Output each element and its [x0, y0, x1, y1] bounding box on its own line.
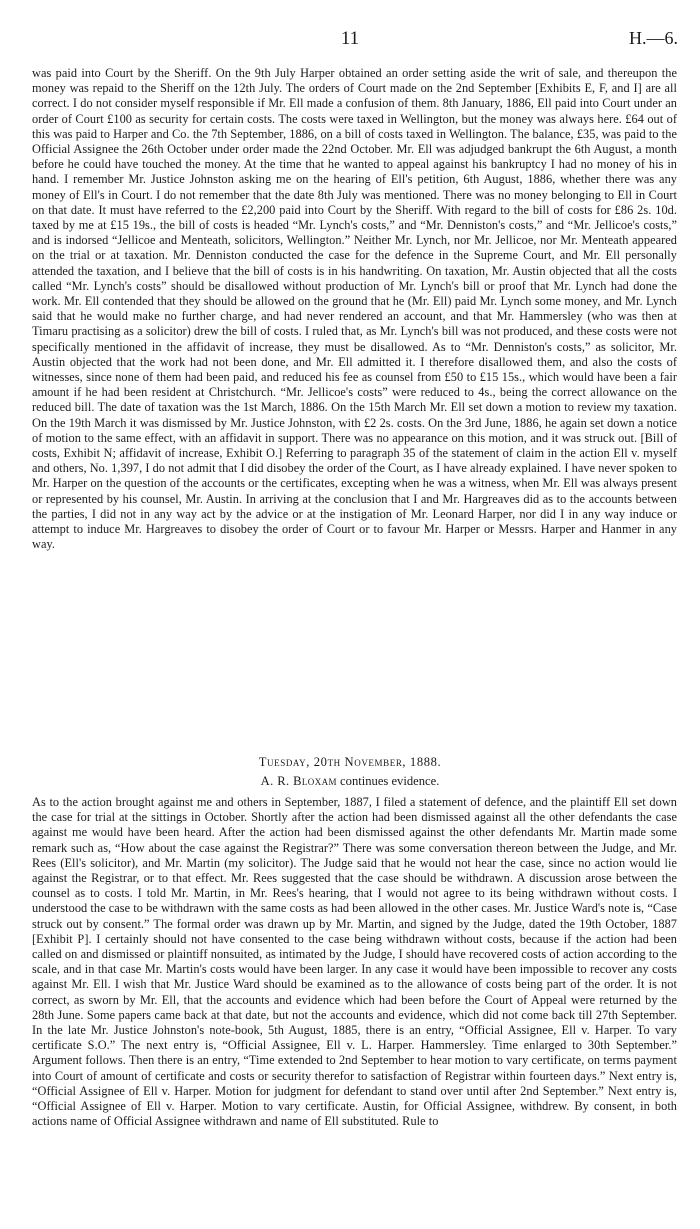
evidence-text-block-continued: [32, 795, 677, 1129]
witness-suffix: continues evidence.: [336, 774, 440, 788]
page-header: [0, 28, 700, 50]
witness-name: A. R. Bloxam: [260, 774, 337, 788]
date-heading: Tuesday, 20th November, 1888.: [258, 755, 442, 769]
document-reference: H.—6.: [629, 28, 678, 48]
body-paragraph: As to the action brought against me and others in September, 1887, I filed a statement of defence, and the plaintiff Ell set down the case for trial at the sittings in October. Shortly after the action had been dismissed against all the other defendants the case against me would have been heard. After the action had been dismissed against the other defendants Mr. Martin made some remark such as, “How about the case against the Registrar?” There was some conversation thereon between the Judge, and Mr. Rees (Ell's solicitor), and Mr. Martin (my solicitor). The Judge said that he would not hear the case, since no action would lie against the Registrar, or to that effect. Mr. Rees suggested that the case should be withdrawn. A discussion arose between the counsel as to costs. I told Mr. Martin, in Mr. Rees's hearing, that I would not agree to its being withdrawn without costs. I understood the case to be withdrawn with the same costs as had been allowed in the other cases. Mr. Justice Ward's note is, “Case struck out by consent.” The formal order was drawn up by Mr. Martin, and signed by the Judge, dated the 19th October, 1887 [Exhibit P]. I certainly should not have consented to the case being withdrawn without costs, because if the action had been called on and dismissed or plaintiff nonsuited, as intimated by the Judge, I should have recovered costs of action according to the scale, and in that case Mr. Martin's costs would have been larger. In any case it would have been impossible to recover any costs against Mr. Ell. I wish that Mr. Justice Ward should be examined as to the allowance of costs being part of the order. It is not correct, as sworn by Mr. Ell, that the accounts and evidence which had been before the Court of Appeal were returned by the 28th June. Some papers came back at that date, but not the accounts and evidence, which did not come back till 27th September. In the late Mr. Justice Johnston's note-book, 5th August, 1885, there is an entry, “Official Assignee, Ell v. Harper. To vary certificate S.O.” The next entry is, “Official Assignee, Ell v. L. Harper. Hammersley. Time enlarged to 30th September.” Argument follows. Then there is an entry, “Time extended to 2nd September to hear motion to vary certificate, on terms payment into Court of amount of certificate and costs or security therefor to satisfaction of Registrar within fourteen days.” Next entry is, “Official Assignee of Ell v. Harper. Motion for judgment for defendant to stand over until after 2nd September.” Next entry is, “Official Assignee of Ell v. Harper. Motion to vary certificate. Austin, for Official Assignee, withdrew. By consent, in both actions name of Official Assignee withdrawn and name of Ell substituted. Rule to: [32, 795, 677, 1129]
body-paragraph: was paid into Court by the Sheriff. On the 9th July Harper obtained an order setting aside the writ of sale, and thereupon the money was repaid to the Sheriff on the 12th July. The orders of Court made on the 2nd September [Exhibits E, F, and I] are all correct. I do not consider myself responsible if Mr. Ell made a confusion of them. 8th January, 1886, Ell paid into Court under an order of Court £100 as security for certain costs. The costs were taxed in Wellington, but the money was always here. £64 out of this was paid to Harper and Co. the 7th September, 1886, on a bill of costs taxed in Wellington. The balance, £35, was paid to the Official Assignee the 26th October under order made the 22nd October. Mr. Ell was adjudged bankrupt the 6th August, a month before he could have touched the money. At the time that he wanted to appeal against his bankruptcy I had no money of his in hand. I remember Mr. Justice Johnston asking me on the hearing of Ell's petition, 6th August, 1886, whether there was any money of Ell's in Court. I do not remember that the date 8th July was mentioned. There was no money belonging to Ell in Court on that date. It must have referred to the £2,200 paid into Court by the Sheriff. With regard to the bill of costs for £86 2s. 10d. taxed by me at £15 19s., the bill of costs is headed “Mr. Lynch's costs,” and “Mr. Denniston's costs,” and “Mr. Jellicoe's costs,” and is indorsed “Jellicoe and Menteath, solicitors, Wellington.” Neither Mr. Lynch, nor Mr. Jellicoe, nor Mr. Menteath appeared on the trial or at taxation. Mr. Denniston conducted the case for the defence in the Supreme Court, and Mr. Ell personally attended the taxation, and I believe that the bill of costs is in his handwriting. On taxation, Mr. Austin objected that all the costs called “Mr. Lynch's costs” should be disallowed without production of Mr. Lynch's bill or proof that Mr. Lynch had done the work. Mr. Ell contended that they should be allowed on the ground that he (Mr. Ell) paid Mr. Lynch some money, and Mr. Lynch said that he would make no further charge, and had never rendered an account, and that Mr. Hammersley (who was then at Timaru practising as a solicitor) drew the bill of costs. I ruled that, as Mr. Lynch's bill was not produced, and these costs were not specifically mentioned in the affidavit of increase, they must be disallowed. As to “Mr. Denniston's costs,” as solicitor, Mr. Austin objected that the work had not been done, and Mr. Ell admitted it. I therefore disallowed them, and also the costs of witnesses, since none of them had been paid, and reduced his fee as counsel from £50 to £15 15s., which would have been a fair amount if he had been resident at Christchurch. “Mr. Jellicoe's costs” were reduced to 4s., being the correct allowance on the reduced bill. The date of taxation was the 1st March, 1886. On the 15th March Mr. Ell set down a motion to review my taxation. On the 19th March it was dismissed by Mr. Justice Johnston, with £2 2s. costs. On the 3rd June, 1886, he again set down a notice of motion to the same effect, with an affidavit in support. There was no appearance on this motion, and it was struck out. [Bill of costs, Exhibit N; affidavit of increase, Exhibit O.] Referring to paragraph 35 of the statement of claim in the action Ell v. myself and others, No. 1,397, I do not admit that I did disobey the order of the Court, as I have already explained. I have never spoken to Mr. Harper on the question of the accounts or the certificates, excepting when he was a witness, when Mr. Ell was always present or represented by his counsel, Mr. Austin. In arriving at the conclusion that I and Mr. Hargreaves did as to the accounts between the parties, I did not in any way act by the advice or at the instigation of Mr. Leonard Harper, nor did I in any way induce or attempt to induce Mr. Hargreaves to disobey the order of Court or to favour Mr. Harper or Messrs. Harper and Hanmer in any way.: [32, 66, 677, 552]
page-number: 11: [340, 28, 360, 49]
witness-heading: [0, 774, 700, 789]
evidence-text-block: [32, 66, 677, 553]
